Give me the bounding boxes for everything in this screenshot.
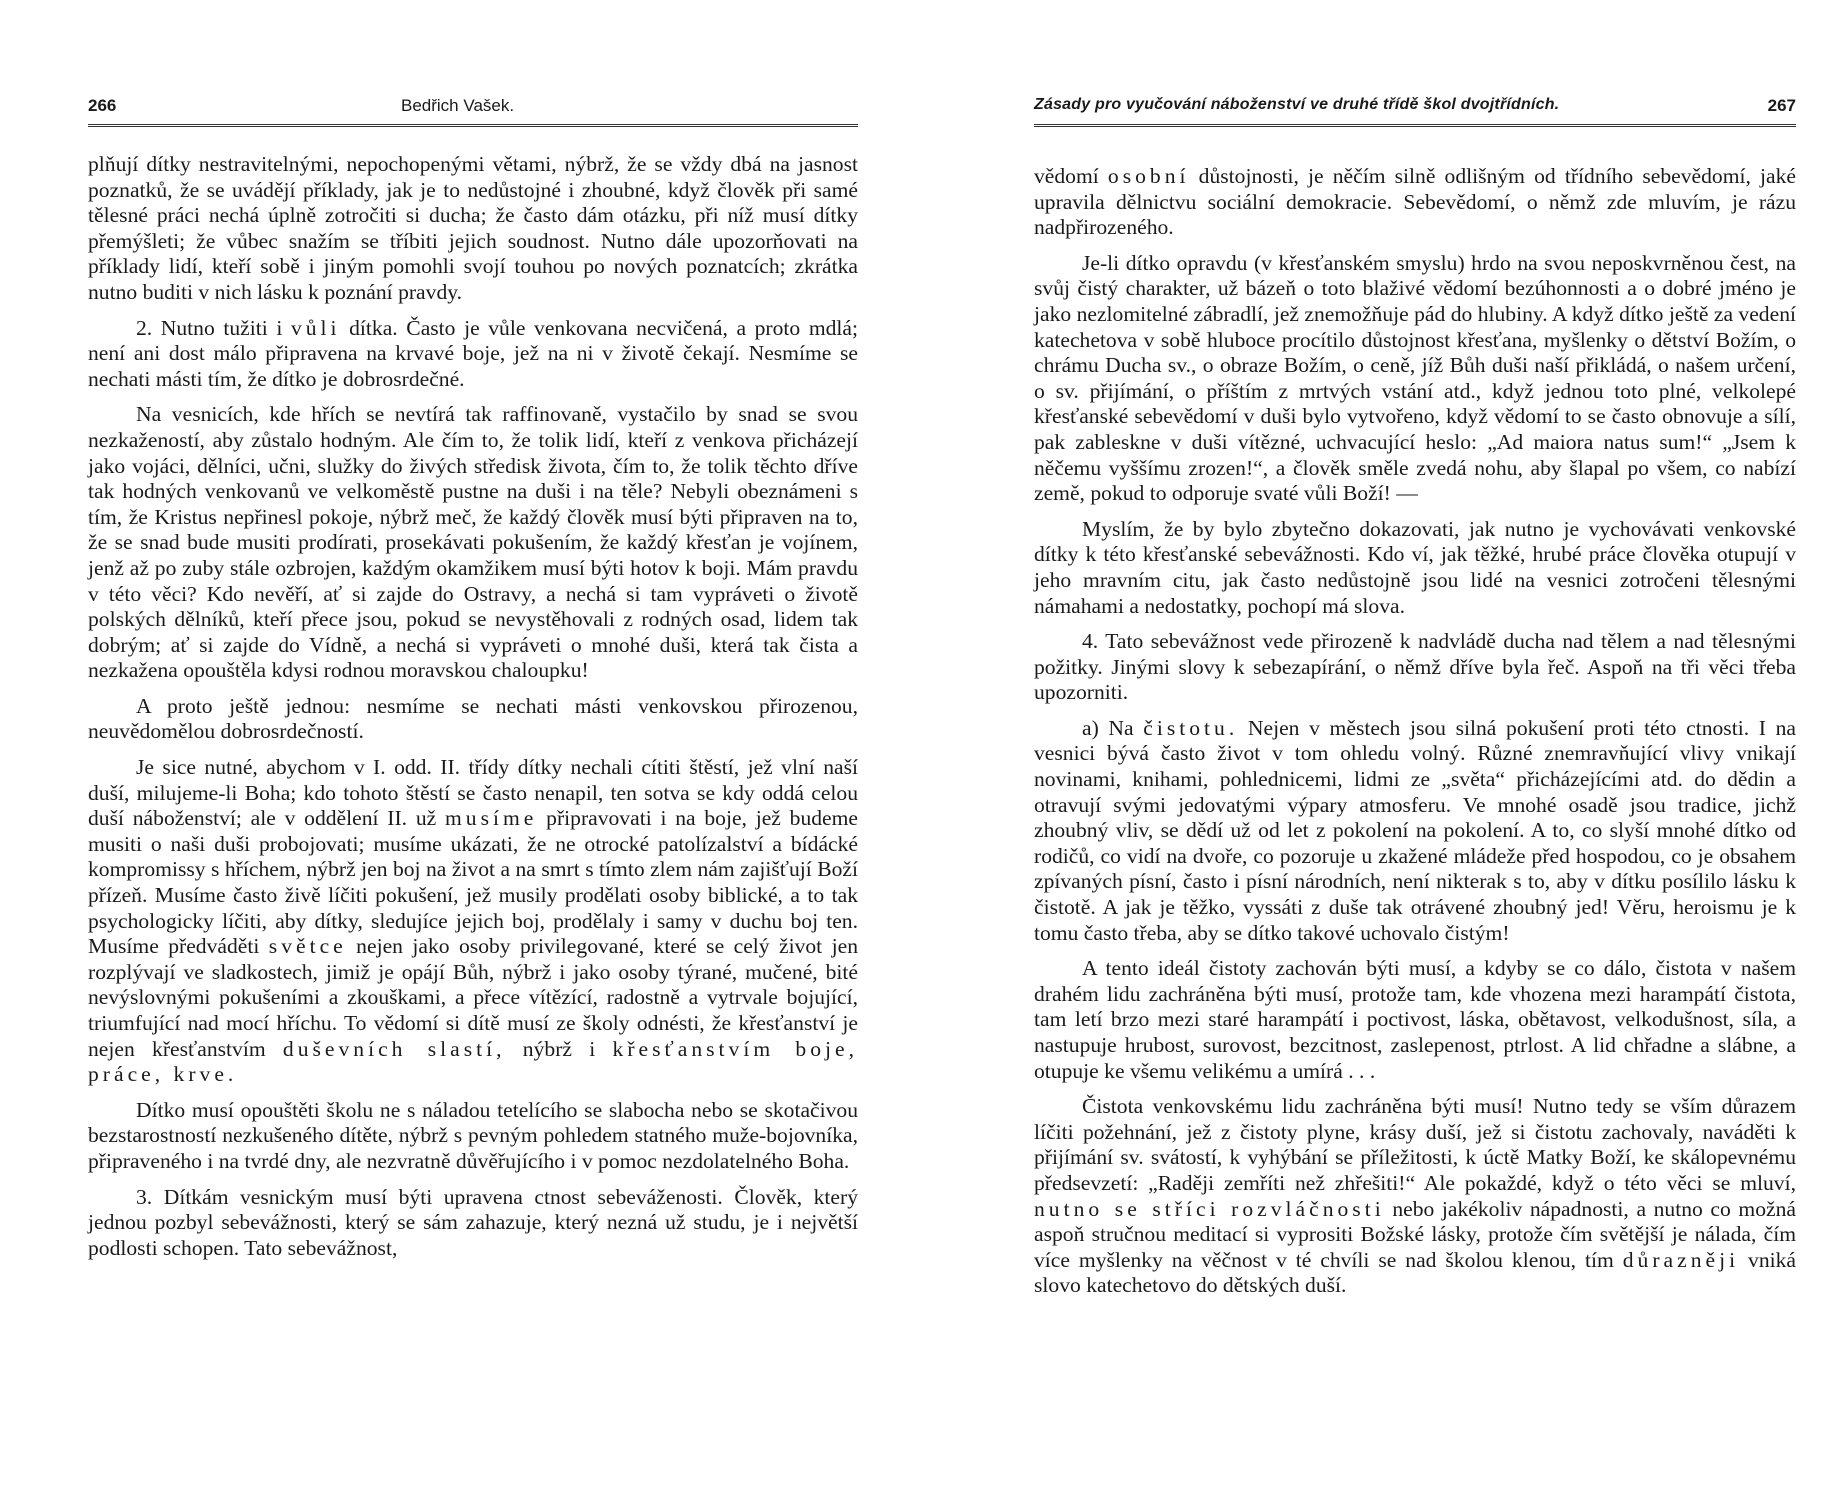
running-head: Bedřich Vašek.	[401, 96, 515, 115]
emphasis-spaced-text: důrazněji	[1622, 1247, 1740, 1272]
emphasis-spaced-text: světce	[268, 934, 347, 959]
paragraph	[1034, 251, 1796, 507]
text-run: Čistota venkovskému lidu zachráněna býti musí! Nutno tedy se vším důrazem líčiti požehnání, jež z čistoty plyne, krásy duší, jež si čistotu zachovaly, naváděti k přijímání sv. svátostí, k vyhýbání se příležitosti, k úctě Matky Boží, ke skálopevnému předsevzetí: „Raději zemříti než zhřešiti!“ Ale pokaždé, když o této věci se mluví,	[1034, 1094, 1796, 1195]
emphasis-spaced-text: musíme	[445, 806, 538, 831]
text-run: vniká slovo katechetovo do dětských duší.	[1034, 1247, 1797, 1298]
paragraph	[88, 1185, 858, 1262]
running-head: Zásady pro vyučování náboženství ve druhé třídě škol dvojtřídních.	[1034, 96, 1560, 113]
text-run: důstojnosti, je něčím silně odlišným od třídního sebevědomí, jaké upravila dělnictvu sociální demokracie. Sebevědomí, o němž zde mluvím, je rázu nadpřirozeného.	[1034, 164, 1796, 240]
text-run: Je-li dítko opravdu (v křesťanském smyslu) hrdo na svou neposkvrněnou čest, na svůj čistý charakter, už bázeň o toto blaživé vědomí bezúhonnosti a o dobré jméno je jako nezlomitelné zábradlí, jež znemožňuje pád do hlubiny. A když dítko ještě za vedení katechetova v sobě hluboce procítilo důstojnost křesťana, myšlenky o dětství Božím, o chrámu Ducha sv., o obraze Božím, o ceně, jíž Bůh duši naší přikládá, o našem určení, o sv. přijímání, o příštím z mrtvých vstání atd., když jednou toto plné, velkolepé křesťanské sebevědomí v duši bylo vytvořeno, když vědomí to se často obnovuje a sílí, pak zableskne v duši vítězné, uchvacující heslo: „Ad maiora natus sum!“ „Jsem k něčemu vyššímu zrozen!“, a člověk směle zvedá nohu, aby šlapal po všem, co nabízí země, pokud to odporuje svaté vůli Boží! —	[1034, 250, 1796, 506]
page-body	[1034, 164, 1796, 1309]
emphasis-spaced-text: vůli	[290, 315, 341, 340]
paragraph	[1034, 956, 1796, 1084]
page-body	[88, 152, 858, 1271]
right-page-header	[1034, 96, 1796, 120]
text-run: A proto ještě jednou: nesmíme se nechati másti venkovskou přirozenou, neuvědomělou dobrosrdečností.	[88, 693, 858, 744]
paragraph	[88, 755, 858, 1088]
emphasis-spaced-text: nutno se stříci rozvláčnosti	[1034, 1196, 1385, 1221]
text-run: vědomí	[1034, 164, 1108, 188]
page-number: 266	[88, 96, 117, 115]
emphasis-spaced-text: čistotu.	[1143, 715, 1239, 740]
text-run: dítka. Často je vůle venkovana necvičená, a proto mdlá; není ani dost málo připravena na krvavé boje, jež na ni v životě čekají. Nesmíme se nechati másti tím, že dítko je dobrosrdečné.	[88, 315, 858, 391]
text-run: Je sice nutné, abychom v I. odd. II. třídy dítky nechali cítiti štěstí, jež vlní naší duší, milujeme-li Boha; kdo tohoto štěstí se často nenapil, ten sotva se kdy oddá celou duší náboženství; ale v oddělení II. už	[88, 755, 858, 831]
paragraph	[88, 152, 858, 306]
paragraph	[88, 316, 858, 393]
paragraph	[1034, 716, 1796, 946]
text-run: připravovati i na boje, jež budeme musiti o naši duši probojovati; musíme ukázati, že ne otrocké patolízalství a bídácké kompromissy s hříchem, nýbrž jen boj na život a na smrt s tímto zlem nám zajišťují Boží přízeň. Musíme často živě líčiti pokušení, jež musily prodělati osoby biblické, a to tak psychologicky líčiti, aby dítky, sledujíce jejich boj, prodělaly i samy v duchu boj ten. Musíme předváděti	[88, 806, 859, 959]
page-number: 267	[1767, 96, 1796, 115]
paragraph	[1034, 629, 1796, 706]
text-run: Dítko musí opouštěti školu ne s náladou tetelícího se slabocha nebo se skotačivou bezstarostností nezkušeného dítěte, nýbrž s pevným pohledem statného muže-bojovníka, připraveného i na tvrdé dny, ale nezvratně důvěřujícího i v pomoc nezdolatelného Boha.	[88, 1097, 858, 1173]
text-run: Myslím, že by bylo zbytečno dokazovati, jak nutno je vychovávati venkovské dítky k této křesťanské sebevážnosti. Kdo ví, jak těžké, hrubé práce člověka otupují v jeho mravním citu, jak často nedůstojně jsou lidé na vesnici zotročeni tělesnými námahami a nedostatky, pochopí má slova.	[1034, 516, 1796, 618]
text-run: 3. Dítkám vesnickým musí býti upravena ctnost sebeváženosti. Člověk, který jednou pozbyl sebevážnosti, který se sám zahazuje, který nezná už studu, je i největší podlosti schopen. Tato sebevážnost,	[88, 1184, 858, 1260]
text-run: nebo jakékoliv nápadnosti, a nutno co možná aspoň stručnou meditací si vyprositi Božské lásky, protože čím světější je nálada, čím více myšlenky na věčnost v té chvíli se nad školou klenou, tím	[1034, 1196, 1796, 1272]
paragraph	[1034, 164, 1796, 241]
left-page-header	[88, 96, 858, 120]
header-rule	[88, 124, 858, 127]
text-run: Nejen v městech jsou silná pokušení proti této ctnosti. I na vesnici bývá často život v tom ohledu volný. Různé znemravňující vlivy vnikají novinami, knihami, pohlednicemi, lidmi ze „světa“ přicházejícími atd. do dědin a otravují svými jedovatými výpary atmosferu. Ve mnohé osadě jsou tradice, jichž zhoubný vliv, se dědí už od let z pokolení na pokolení. A to, co slyší mnohé dítko od rodičů, co vidí na dvoře, co pozoruje u zkažené mládeže před hospodou, co je obsahem zpívaných písní, často i písní národních, není nikterak s to, aby v dítku posílilo lásku k čistotě. A jak je těžko, vyssáti z duše tak otrávené zhoubný jed! Věru, heroismu je k tomu často třeba, aby se dítko takové uchovalo čistým!	[1034, 715, 1796, 945]
text-run: nýbrž i	[505, 1036, 613, 1061]
text-run: a) Na	[1082, 715, 1144, 740]
text-run: 2. Nutno tužiti i	[136, 315, 291, 340]
paragraph	[88, 402, 858, 684]
header-rule	[1034, 124, 1796, 127]
paragraph	[88, 694, 858, 745]
text-run: plňují dítky nestravitelnými, nepochopenými větami, nýbrž, že se vždy dbá na jasnost poznatků, že se uvádějí příklady, jak je to nedůstojné i zhoubné, když člověk při samé tělesné práci nechá úplně zotročiti si ducha; že často dám otázku, při níž musí dítky přemýšleti; že vůbec snažím se tříbiti jejich soudnost. Nutno dále upozorňovati na příklady lidí, kteří sobě i jiným pomohli svojí touhou po nových poznatcích; zkrátka nutno buditi v nich lásku k poznání pravdy.	[88, 152, 858, 304]
paragraph	[88, 1098, 858, 1175]
emphasis-spaced-text: duševních slastí,	[282, 1036, 506, 1061]
text-run: nejen jako osoby privilegované, které se celý život jen rozplývají ve sladkostech, jimiž je opájí Bůh, nýbrž i jako osoby týrané, mučené, bité nevýslovnými pokušeními a zkouškami, a přece vítězící, radostně a vytrvale bojující, triumfující nad mocí hříchu. To vědomí si dítě musí ze školy odnésti, že křesťanství je nejen křesťanstvím	[88, 934, 858, 1061]
paragraph	[1034, 517, 1796, 619]
text-run: 4. Tato sebevážnost vede přirozeně k nadvládě ducha nad tělem a nad tělesnými požitky. Jinými slovy k sebezapírání, o němž dříve byla řeč. Aspoň na tři věci třeba upozorniti.	[1034, 629, 1796, 705]
paragraph	[1034, 1094, 1796, 1299]
emphasis-spaced-text: křesťanstvím boje, práce, krve.	[88, 1036, 858, 1087]
text-run: A tento ideál čistoty zachován býti musí, a kdyby se co dálo, čistota v našem drahém lidu zachráněna býti musí, protože tam, kde vhozena mezi harampátí čistota, tam letí brzo mezi staré harampátí i poctivost, láska, obětavost, velkodušnost, síla, a nastupuje hrubost, surovost, bezcitnost, zaslepenost, ptrlost. A lid chřadne a slábne, a otupuje ke všemu velikému a umírá . . .	[1034, 956, 1796, 1083]
emphasis-spaced-text: osobní	[1107, 164, 1190, 188]
text-run: Na vesnicích, kde hřích se nevtírá tak raffinovaně, vystačilo by snad se svou nezkažeností, aby zůstalo hodným. Ale čím to, že tolik lidí, kteří z venkova přicházejí jako vojáci, dělníci, učni, služky do živých středisk života, čím to, že tolik těchto dříve tak hodných venkovanů ve velkoměstě pustne na duši i na těle? Nebyli obeznámeni s tím, že Kristus nepřinesl pokoje, nýbrž meč, že každý člověk musí býti připraven na to, že se snad bude musiti prodírati, prosekávati pokušením, že každý křesťan je vojínem, jenž až po zuby stále ozbrojen, každým okamžikem musí býti hotov k boji. Mám pravdu v této věci? Kdo nevěří, ať si zajde do Ostravy, a nechá si tam vypráveti o životě polských dělníků, kteří přece jsou, pokud se nevystěhovali z rodných osad, lidem tak dobrým; ať si zajde do Vídně, a nechá si vypráveti o mnohé duši, která tak čista a nezkažena opouštěla kdysi rodnou moravskou chaloupku!	[88, 402, 858, 683]
right-page	[924, 0, 1848, 1500]
